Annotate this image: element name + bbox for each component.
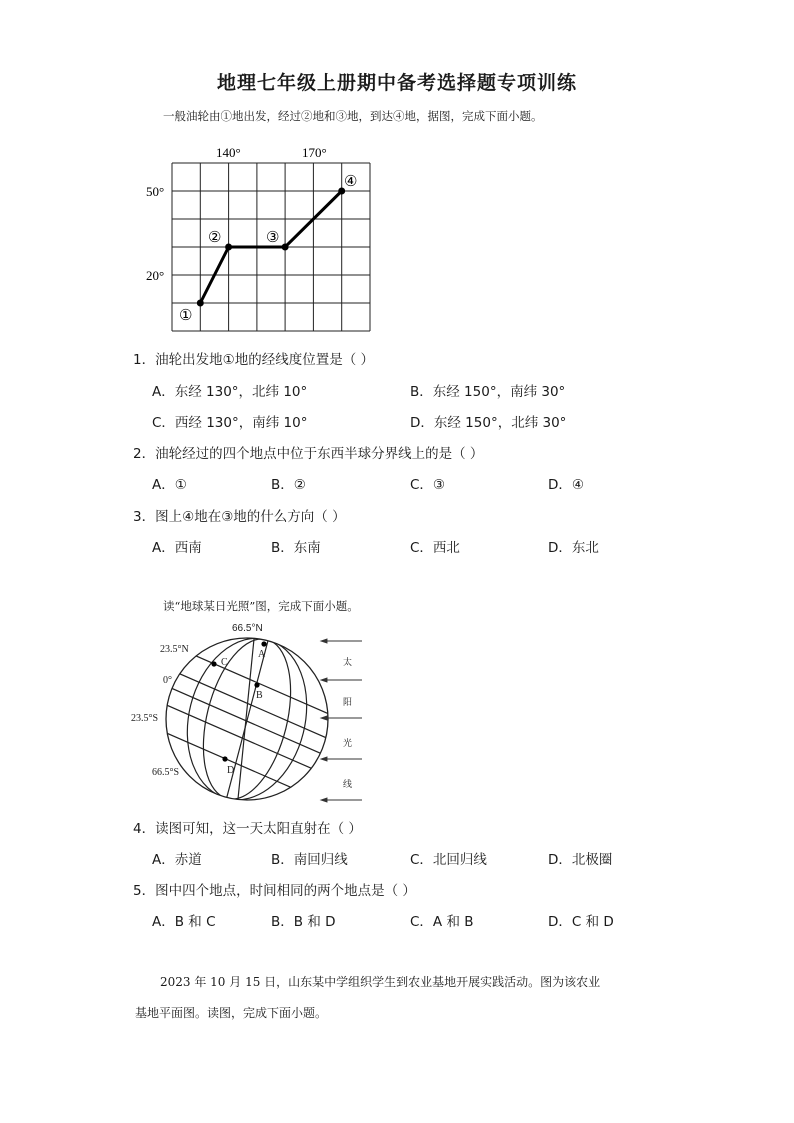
q1-option-a: A．东经 130°，北纬 10° — [152, 384, 308, 400]
point-d-dot — [222, 756, 227, 761]
point-b-label: B — [256, 690, 263, 701]
page-title: 地理七年级上册期中备考选择题专项训练 — [216, 72, 577, 94]
question-4-stem: 4．读图可知，这一天太阳直射在（ ） — [133, 821, 362, 837]
section3-intro-line1: 2023 年 10 月 15 日，山东某中学组织学生到农业基地开展实践活动。图为该农业 — [160, 975, 601, 989]
q2-option-c: C．③ — [410, 477, 446, 493]
q4-option-a: A．赤道 — [152, 852, 202, 868]
lon-140-label: 140° — [216, 145, 241, 160]
globe-illumination-figure — [125, 618, 385, 810]
grid-map-figure — [130, 138, 390, 338]
q4-option-b: B．南回归线 — [271, 852, 348, 868]
point-2-label: ② — [208, 230, 222, 246]
q2-option-b: B．② — [271, 477, 306, 493]
lat-23n-label: 23.5°N — [160, 644, 189, 655]
q2-option-d: D．④ — [548, 477, 584, 493]
point-3-dot — [282, 244, 289, 251]
question-5-stem: 5．图中四个地点，时间相同的两个地点是（ ） — [133, 883, 416, 899]
lat-23s-label: 23.5°S — [131, 713, 159, 724]
point-1-dot — [197, 300, 204, 307]
q5-option-c: C．A 和 B — [410, 914, 474, 930]
terminator-line — [238, 639, 254, 799]
point-c-dot — [211, 661, 216, 666]
question-1-stem: 1．油轮出发地①地的经线度位置是（ ） — [133, 352, 374, 368]
q3-option-c: C．西北 — [410, 540, 460, 556]
lat-50-label: 50° — [146, 184, 165, 199]
q4-option-c: C．北回归线 — [410, 852, 487, 868]
point-d-label: D — [227, 765, 235, 776]
equator-label: 0° — [163, 675, 172, 686]
point-1-label: ① — [179, 308, 193, 324]
lat-66n-label: 66.5°N — [232, 623, 263, 634]
q3-option-b: B．东南 — [271, 540, 321, 556]
section1-intro: 一般油轮由①地出发，经过②地和③地，到达④地，据图，完成下面小题。 — [163, 109, 543, 123]
q3-option-a: A．西南 — [152, 540, 202, 556]
point-4-label: ④ — [344, 174, 358, 190]
q4-option-d: D．北极圈 — [548, 852, 613, 868]
q5-option-d: D．C 和 D — [548, 914, 614, 930]
q5-option-a: A．B 和 C — [152, 914, 216, 930]
sunlight-char-2: 阳 — [343, 697, 353, 707]
section3-intro-line2: 基地平面图。读图，完成下面小题。 — [135, 1006, 328, 1020]
section2-intro: 读“地球某日光照”图，完成下面小题。 — [163, 599, 359, 613]
sunlight-arrows — [321, 639, 362, 802]
question-3-stem: 3．图上④地在③地的什么方向（ ） — [133, 509, 346, 525]
point-3-label: ③ — [266, 230, 280, 246]
q2-option-a: A．① — [152, 477, 187, 493]
sunlight-char-4: 线 — [343, 779, 353, 789]
q5-option-b: B．B 和 D — [271, 914, 336, 930]
sunlight-char-3: 光 — [343, 738, 353, 748]
point-2-dot — [225, 244, 232, 251]
q3-option-d: D．东北 — [548, 540, 599, 556]
q1-option-c: C．西经 130°，南纬 10° — [152, 415, 308, 431]
q1-option-d: D．东经 150°，北纬 30° — [410, 415, 567, 431]
point-a-label: A — [258, 649, 266, 660]
point-c-label: C — [221, 657, 228, 668]
lat-20-label: 20° — [146, 268, 165, 283]
q1-option-b: B．东经 150°，南纬 30° — [410, 384, 566, 400]
sunlight-char-1: 太 — [343, 657, 353, 667]
point-b-dot — [254, 682, 259, 687]
question-2-stem: 2．油轮经过的四个地点中位于东西半球分界线上的是（ ） — [133, 446, 484, 462]
lat-66s-label: 66.5°S — [152, 767, 180, 778]
lon-170-label: 170° — [302, 145, 327, 160]
point-a-dot — [261, 641, 266, 646]
